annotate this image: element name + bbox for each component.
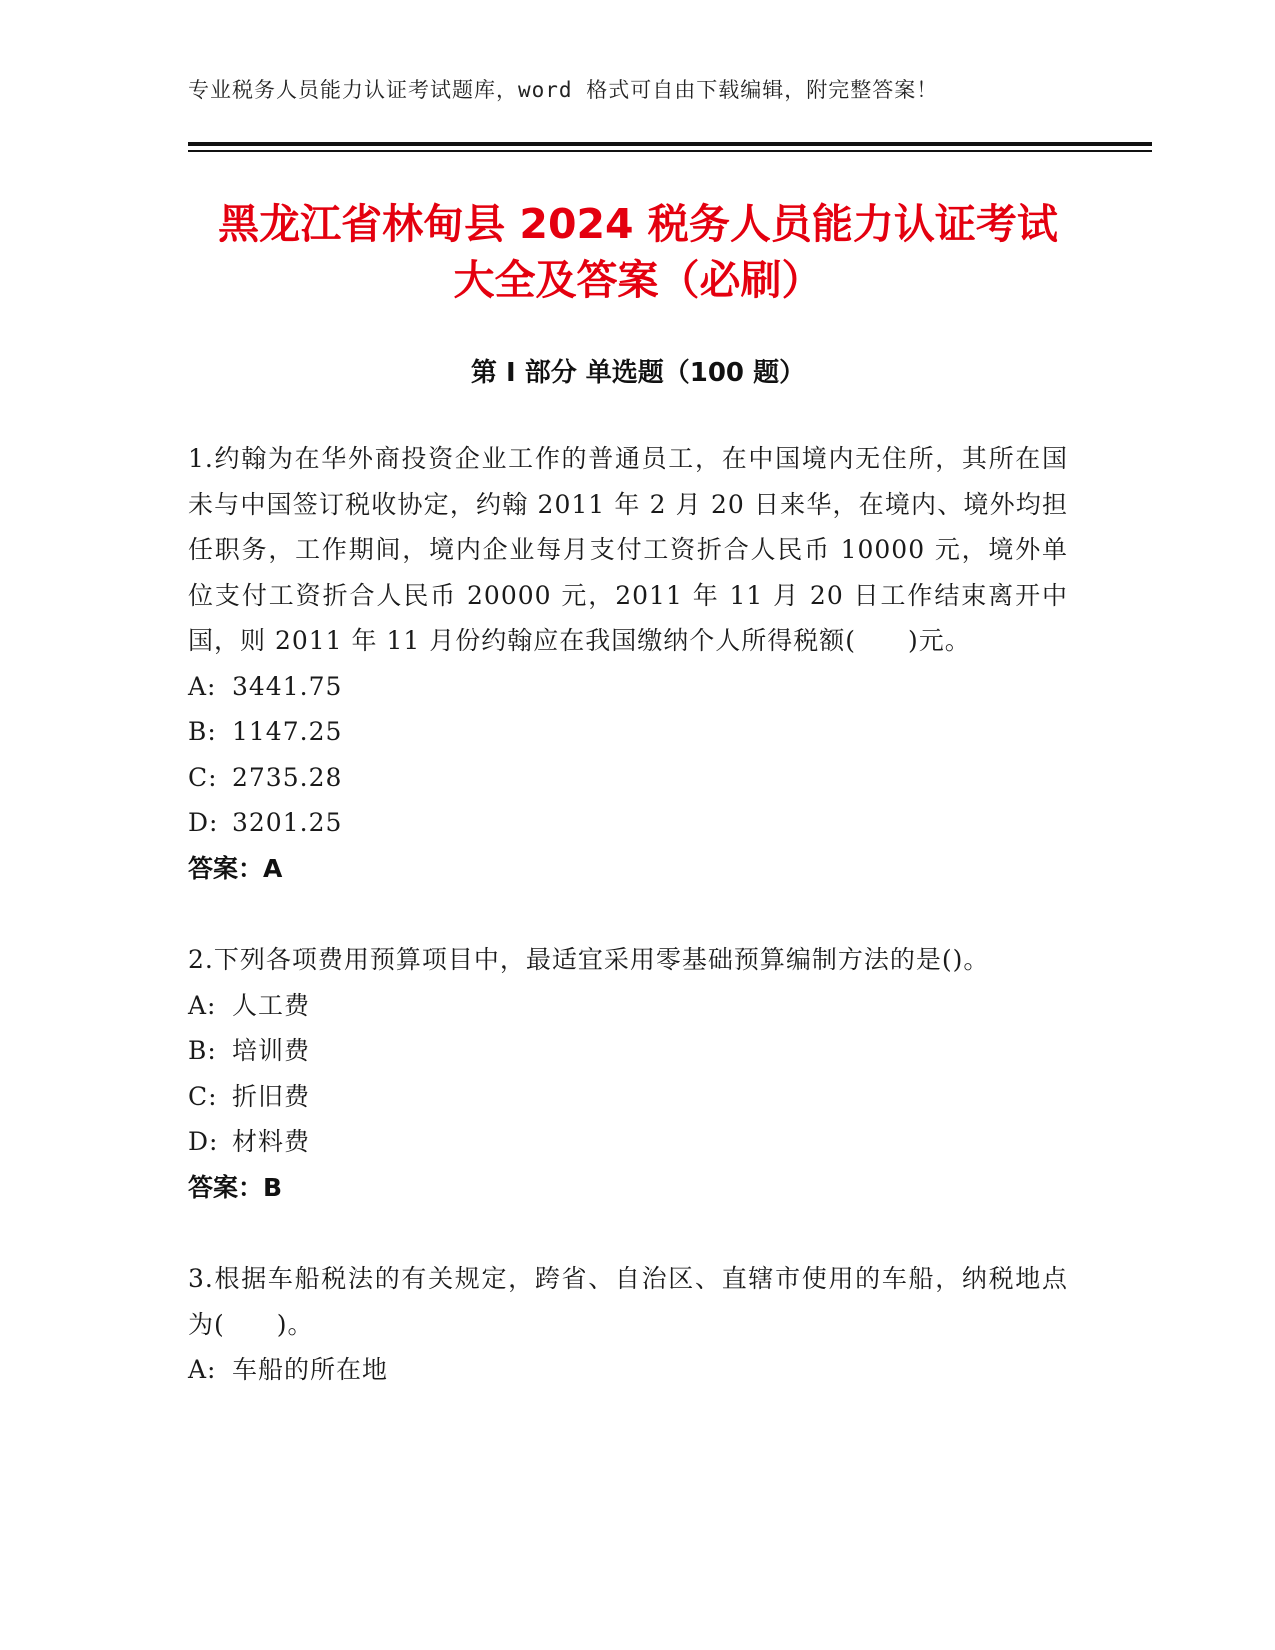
header-divider-thin — [188, 150, 1152, 152]
option-c — [188, 755, 1068, 801]
question-2 — [188, 937, 1068, 1210]
option-letter: A: — [188, 671, 217, 701]
question-1 — [188, 436, 1068, 891]
option-letter: C: — [188, 762, 218, 792]
option-letter: C: — [188, 1081, 218, 1111]
document-title — [188, 196, 1088, 308]
option-letter: D: — [188, 808, 219, 837]
document-title-line-2: 大全及答案（必刷） — [453, 256, 823, 304]
question-text: 1.约翰为在华外商投资企业工作的普通员工，在中国境内无住所，其所在国未与中国签订税收协定，约翰 2011 年 2 月 20 日来华，在境内、境外均担任职务，工作期间，境内企业每月支付工资折合人民币 10000 元，境外单位支付工资折合人民币 20000 元，2011 年 11 月 20 日工作结束离开中国，则 2011 年 11 月份约翰应在我国缴纳个人所得税额( )元。 — [188, 444, 1068, 655]
question-3 — [188, 1256, 1068, 1393]
option-letter: A: — [188, 1355, 217, 1384]
option-letter: B: — [188, 1036, 217, 1065]
option-letter: D: — [188, 1127, 219, 1156]
option-text: 2735.28 — [232, 762, 343, 792]
option-a — [188, 664, 1068, 710]
option-b — [188, 709, 1068, 755]
header-divider-thick — [188, 142, 1152, 146]
option-c — [188, 1074, 1068, 1120]
option-text: 材料费 — [232, 1127, 311, 1156]
option-text: 1147.25 — [232, 717, 343, 746]
question-list — [188, 436, 1068, 1393]
option-b — [188, 1028, 1068, 1074]
option-text: 3441.75 — [232, 671, 343, 701]
option-letter: B: — [188, 717, 217, 746]
option-text: 车船的所在地 — [232, 1355, 389, 1384]
spacer — [188, 1210, 1068, 1256]
answer: 答案：B — [188, 1172, 283, 1202]
option-a — [188, 983, 1068, 1029]
question-text: 2.下列各项费用预算项目中，最适宜采用零基础预算编制方法的是()。 — [188, 945, 990, 974]
option-letter: A: — [188, 990, 217, 1020]
question-text: 3.根据车船税法的有关规定，跨省、自治区、直辖市使用的车船，纳税地点为( )。 — [188, 1264, 1068, 1339]
answer: 答案：A — [188, 853, 283, 883]
option-text: 培训费 — [232, 1036, 311, 1065]
section-title: 第 I 部分 单选题（100 题） — [470, 358, 806, 388]
header-note: 专业税务人员能力认证考试题库，word 格式可自由下载编辑，附完整答案！ — [188, 78, 939, 102]
option-text: 折旧费 — [232, 1081, 311, 1111]
option-text: 人工费 — [232, 990, 311, 1020]
spacer — [188, 891, 1068, 937]
option-d — [188, 1119, 1068, 1165]
option-d — [188, 800, 1068, 846]
document-title-line-1: 黑龙江省林甸县 2024 税务人员能力认证考试 — [218, 200, 1058, 248]
option-a — [188, 1347, 1068, 1393]
option-text: 3201.25 — [232, 808, 343, 837]
